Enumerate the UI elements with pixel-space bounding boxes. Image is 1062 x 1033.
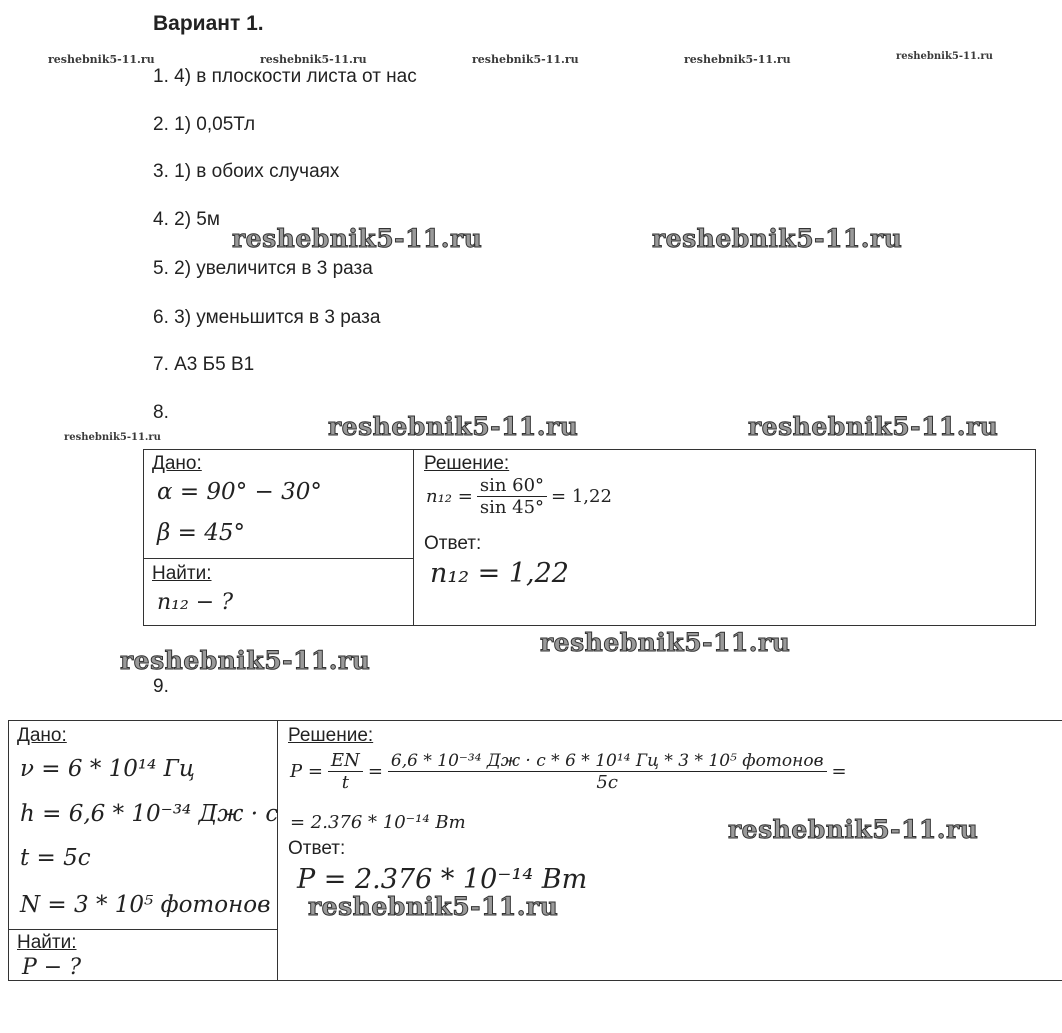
watermark: reshebnik5-11.ru [328, 412, 579, 441]
task9-solution-line2: = 2.376 * 10⁻¹⁴ Вт [290, 812, 466, 833]
answer-line-7: 7. А3 Б5 В1 [153, 354, 255, 375]
watermark: reshebnik5-11.ru [308, 892, 559, 921]
answer-line-3: 3. 1) в обоих случаях [153, 161, 340, 182]
page-title: Вариант 1. [153, 12, 264, 35]
task9-fraction-2 [388, 751, 827, 793]
task8-find-value: n₁₂ − ? [157, 590, 234, 615]
task9-find-value: P − ? [22, 955, 82, 980]
task8-answer-label: Ответ: [424, 533, 482, 554]
task9-fraction-2-den: 5с [596, 771, 618, 793]
task8-solution-formula [426, 475, 612, 518]
answer-line-1: 1. 4) в плоскости листа от нас [153, 66, 417, 87]
task9-sol-trail: = [831, 761, 847, 782]
task9-given-t: t = 5с [20, 845, 91, 871]
task8-divider [143, 558, 414, 559]
task9-find-label: Найти: [17, 932, 77, 953]
task9-answer-label: Ответ: [288, 838, 346, 859]
task9-sol-lhs: P = [290, 761, 323, 782]
watermark: reshebnik5-11.ru [896, 51, 993, 62]
task9-fraction-2-num: 6,6 * 10⁻³⁴ Дж · с * 6 * 10¹⁴ Гц * 3 * 10⁵ фотонов [388, 751, 827, 772]
task9-given-h: h = 6,6 * 10⁻³⁴ Дж · с [20, 801, 279, 827]
task8-given-alpha: α = 90° − 30° [157, 479, 322, 505]
task9-given-nu: ν = 6 * 10¹⁴ Гц [20, 756, 195, 782]
task9-divider [8, 929, 278, 930]
watermark: reshebnik5-11.ru [748, 412, 999, 441]
task8-sol-result: = 1,22 [551, 486, 612, 507]
answer-line-5: 5. 2) увеличится в 3 раза [153, 258, 373, 279]
task9-divider [277, 720, 278, 981]
task8-fraction-num: sin 60° [477, 475, 547, 497]
watermark: reshebnik5-11.ru [540, 628, 791, 657]
task9-answer-value: P = 2.376 * 10⁻¹⁴ Вт [297, 864, 588, 895]
task8-answer-value: n₁₂ = 1,22 [430, 558, 569, 589]
task8-divider [413, 449, 414, 626]
answer-line-6: 6. 3) уменьшится в 3 раза [153, 307, 381, 328]
task8-given-beta: β = 45° [157, 520, 245, 546]
task8-fraction [477, 475, 547, 518]
task9-fraction-1-num: EN [328, 750, 363, 772]
task9-given-label: Дано: [17, 725, 67, 746]
watermark: reshebnik5-11.ru [120, 646, 371, 675]
answer-line-2: 2. 1) 0,05Тл [153, 114, 256, 135]
task9-solution-formula [290, 750, 847, 793]
task9-sol-eq: = [367, 761, 383, 782]
watermark: reshebnik5-11.ru [48, 53, 155, 66]
answer-line-4: 4. 2) 5м [153, 209, 220, 230]
watermark: reshebnik5-11.ru [260, 53, 367, 66]
task8-given-label: Дано: [152, 453, 202, 474]
task9-solution-label: Решение: [288, 725, 374, 746]
task8-find-label: Найти: [152, 563, 212, 584]
watermark: reshebnik5-11.ru [472, 53, 579, 66]
task9-given-N: N = 3 * 10⁵ фотонов [20, 892, 271, 918]
watermark: reshebnik5-11.ru [64, 432, 161, 443]
task9-fraction-1-den: t [341, 772, 349, 793]
watermark: reshebnik5-11.ru [652, 224, 903, 253]
task9-fraction-1 [328, 750, 363, 793]
task8-fraction-den: sin 45° [479, 497, 545, 518]
answer-line-8: 8. [153, 402, 169, 423]
task8-solution-label: Решение: [424, 453, 510, 474]
watermark: reshebnik5-11.ru [728, 815, 979, 844]
watermark: reshebnik5-11.ru [232, 224, 483, 253]
answer-line-9: 9. [153, 676, 169, 697]
watermark: reshebnik5-11.ru [684, 53, 791, 66]
task8-sol-lhs: n₁₂ = [426, 486, 473, 507]
